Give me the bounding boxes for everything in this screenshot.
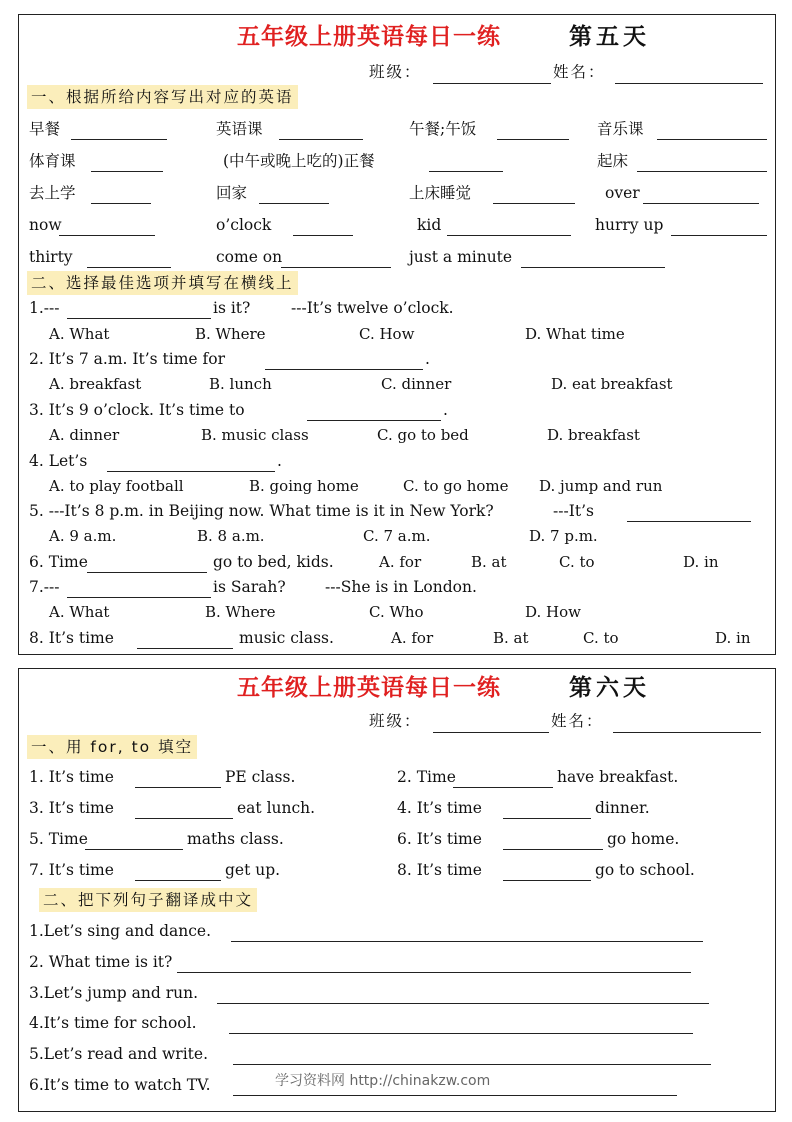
class-label: 班级： (369, 63, 422, 81)
answer-blank[interactable] (493, 203, 575, 204)
class-field[interactable] (433, 83, 551, 84)
day-label: 第五天 (569, 24, 650, 50)
vocab-item: 上床睡觉 (409, 184, 472, 202)
section-heading: 二、选择最佳选项并填写在横线上 (27, 271, 298, 295)
option[interactable]: C. to (559, 553, 595, 571)
question-text: 2. It’s 7 a.m. It’s time for (29, 350, 226, 368)
answer-blank[interactable] (135, 818, 233, 819)
question-text: 8. It’s time (29, 629, 114, 647)
vocab-item: o’clock (216, 216, 272, 234)
fill-question: have breakfast. (557, 768, 679, 786)
option[interactable]: A. for (379, 553, 422, 571)
answer-blank[interactable] (67, 318, 211, 319)
option[interactable]: B. lunch (209, 375, 272, 393)
answer-line[interactable] (233, 1064, 711, 1065)
answer-line[interactable] (177, 972, 691, 973)
option[interactable]: A. breakfast (49, 375, 142, 393)
answer-blank[interactable] (265, 369, 423, 370)
question-text: . (277, 452, 282, 470)
worksheet-title: 五年级上册英语每日一练 (237, 24, 501, 50)
day-label: 第六天 (569, 675, 650, 701)
fill-question: go to school. (595, 861, 695, 879)
vocab-item: (中午或晚上吃的)正餐 (223, 152, 375, 170)
answer-blank[interactable] (67, 597, 211, 598)
question-text: 4. Let’s (29, 452, 88, 470)
question-text: ---She is in London. (325, 578, 477, 596)
question-text: . (425, 350, 430, 368)
option[interactable]: C. Who (369, 603, 424, 621)
vocab-item: 去上学 (29, 184, 76, 202)
answer-blank[interactable] (259, 203, 329, 204)
answer-blank[interactable] (453, 787, 553, 788)
fill-question: PE class. (225, 768, 296, 786)
answer-blank[interactable] (657, 139, 767, 140)
vocab-item: 回家 (216, 184, 248, 202)
answer-blank[interactable] (59, 235, 155, 236)
question-text: 5. ---It’s 8 p.m. in Beijing now. What time is it in New York? (29, 502, 494, 520)
answer-blank[interactable] (135, 787, 221, 788)
translate-sentence: 1.Let’s sing and dance. (29, 922, 212, 940)
option[interactable]: D. jump and run (539, 477, 663, 495)
section-heading: 一、用 for, to 填空 (27, 735, 197, 759)
fill-question: 8. It’s time (397, 861, 482, 879)
option[interactable]: B. music class (201, 426, 309, 444)
fill-question: eat lunch. (237, 799, 316, 817)
answer-blank[interactable] (293, 235, 353, 236)
answer-line[interactable] (233, 1095, 677, 1096)
answer-blank[interactable] (643, 203, 759, 204)
answer-blank[interactable] (91, 203, 151, 204)
worksheet-day6 (18, 668, 776, 1112)
translate-sentence: 2. What time is it? (29, 953, 173, 971)
vocab-item: hurry up (595, 216, 664, 234)
option[interactable]: D. 7 p.m. (529, 527, 598, 545)
fill-question: 6. It’s time (397, 830, 482, 848)
class-label: 班级： (369, 712, 422, 730)
question-text: is it? (213, 299, 251, 317)
fill-question: go home. (607, 830, 680, 848)
worksheet-title: 五年级上册英语每日一练 (237, 675, 501, 701)
question-text: music class. (239, 629, 334, 647)
option[interactable]: C. 7 a.m. (363, 527, 431, 545)
answer-blank[interactable] (279, 139, 363, 140)
answer-line[interactable] (217, 1003, 709, 1004)
option[interactable]: B. Where (205, 603, 276, 621)
name-label: 姓名： (553, 63, 606, 81)
option[interactable]: A. dinner (49, 426, 120, 444)
option[interactable]: D. in (715, 629, 751, 647)
answer-blank[interactable] (107, 471, 275, 472)
option[interactable]: B. 8 a.m. (197, 527, 265, 545)
name-field[interactable] (613, 732, 761, 733)
vocab-item: 体育课 (29, 152, 76, 170)
vocab-item: just a minute (409, 248, 513, 266)
vocab-item: come on (216, 248, 283, 266)
option[interactable]: D. How (525, 603, 581, 621)
answer-blank[interactable] (503, 849, 603, 850)
answer-blank[interactable] (281, 267, 391, 268)
answer-blank[interactable] (307, 420, 441, 421)
option[interactable]: D. in (683, 553, 719, 571)
translate-sentence: 3.Let’s jump and run. (29, 984, 199, 1002)
class-field[interactable] (433, 732, 549, 733)
question-text: is Sarah? (213, 578, 286, 596)
vocab-item: kid (417, 216, 442, 234)
name-label: 姓名： (551, 712, 604, 730)
answer-blank[interactable] (71, 139, 167, 140)
answer-blank[interactable] (429, 171, 503, 172)
section-heading: 二、把下列句子翻译成中文 (39, 888, 257, 912)
section-heading: 一、根据所给内容写出对应的英语 (27, 85, 298, 109)
fill-question: 4. It’s time (397, 799, 482, 817)
fill-question: 2. Time (397, 768, 456, 786)
fill-question: 7. It’s time (29, 861, 114, 879)
answer-line[interactable] (229, 1033, 693, 1034)
answer-line[interactable] (231, 941, 703, 942)
translate-sentence: 6.It’s time to watch TV. (29, 1076, 211, 1094)
name-field[interactable] (615, 83, 763, 84)
answer-blank[interactable] (85, 849, 183, 850)
fill-question: 1. It’s time (29, 768, 114, 786)
fill-question: maths class. (187, 830, 284, 848)
answer-blank[interactable] (503, 880, 591, 881)
question-text: 1.--- (29, 299, 60, 317)
answer-blank[interactable] (91, 171, 163, 172)
answer-blank[interactable] (497, 139, 569, 140)
option[interactable]: B. Where (195, 325, 266, 343)
answer-blank[interactable] (87, 267, 171, 268)
option[interactable]: B. going home (249, 477, 359, 495)
option[interactable]: D. breakfast (547, 426, 640, 444)
question-text: go to bed, kids. (213, 553, 334, 571)
question-text: ---It’s twelve o’clock. (291, 299, 454, 317)
answer-blank[interactable] (135, 880, 221, 881)
option[interactable]: C. to (583, 629, 619, 647)
option[interactable]: B. at (471, 553, 507, 571)
answer-blank[interactable] (137, 648, 233, 649)
answer-blank[interactable] (627, 521, 751, 522)
answer-blank[interactable] (637, 171, 767, 172)
option[interactable]: A. What (49, 603, 110, 621)
vocab-item: 音乐课 (597, 120, 644, 138)
option[interactable]: D. What time (525, 325, 625, 343)
option[interactable]: D. eat breakfast (551, 375, 673, 393)
watermark: 学习资料网 http://chinakzw.com (275, 1073, 491, 1089)
answer-blank[interactable] (447, 235, 571, 236)
option[interactable]: B. at (493, 629, 529, 647)
answer-blank[interactable] (521, 267, 665, 268)
option[interactable]: A. for (391, 629, 434, 647)
option[interactable]: C. dinner (381, 375, 452, 393)
translate-sentence: 4.It’s time for school. (29, 1014, 197, 1032)
answer-blank[interactable] (503, 818, 591, 819)
vocab-item: over (605, 184, 640, 202)
option[interactable]: A. 9 a.m. (49, 527, 117, 545)
vocab-item: thirty (29, 248, 73, 266)
fill-question: 3. It’s time (29, 799, 114, 817)
question-text: ---It’s (553, 502, 594, 520)
fill-question: get up. (225, 861, 281, 879)
vocab-item: 英语课 (216, 120, 263, 138)
translate-sentence: 5.Let’s read and write. (29, 1045, 208, 1063)
option[interactable]: A. to play football (49, 477, 184, 495)
answer-blank[interactable] (87, 572, 207, 573)
fill-question: 5. Time (29, 830, 88, 848)
option[interactable]: C. How (359, 325, 415, 343)
question-text: 6. Time (29, 553, 88, 571)
worksheet-day5 (18, 14, 776, 655)
answer-blank[interactable] (671, 235, 767, 236)
vocab-item: 起床 (597, 152, 629, 170)
option[interactable]: C. to go home (403, 477, 509, 495)
question-text: . (443, 401, 448, 419)
vocab-item: 早餐 (29, 120, 61, 138)
option[interactable]: C. go to bed (377, 426, 469, 444)
option[interactable]: A. What (49, 325, 110, 343)
vocab-item: 午餐;午饭 (409, 120, 477, 138)
fill-question: dinner. (595, 799, 650, 817)
vocab-item: now (29, 216, 62, 234)
question-text: 3. It’s 9 o’clock. It’s time to (29, 401, 245, 419)
question-text: 7.--- (29, 578, 60, 596)
